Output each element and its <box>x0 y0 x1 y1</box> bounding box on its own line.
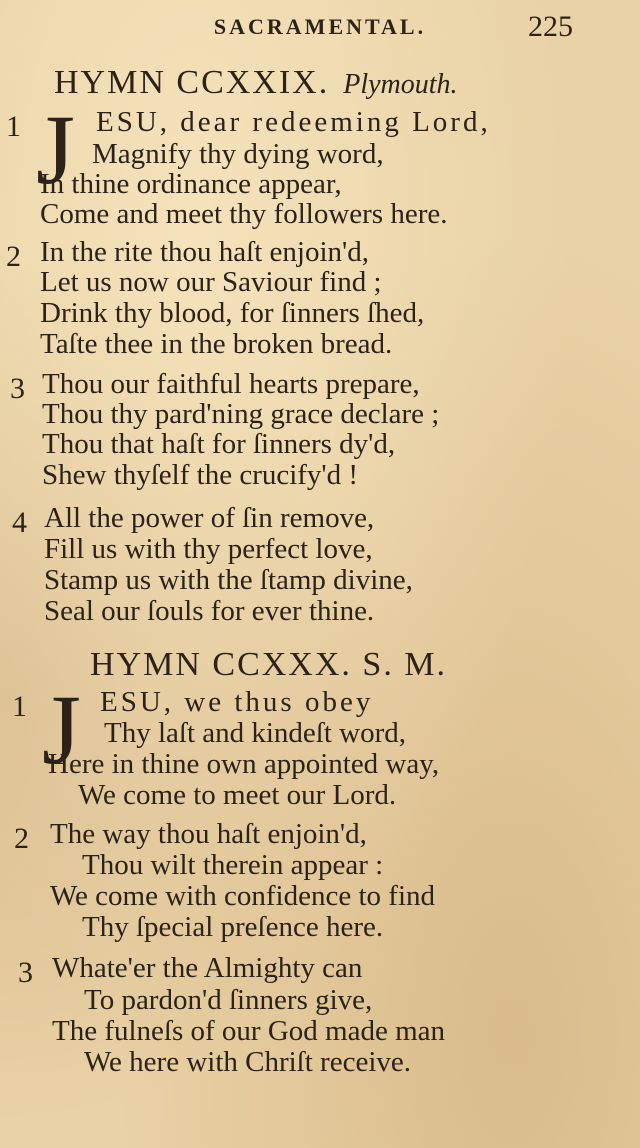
stanza-number: 2 <box>6 240 21 273</box>
stanza-number: 1 <box>6 110 21 143</box>
verse-line: In the rite thou haſt enjoin'd, <box>40 236 369 268</box>
verse-line: We here with Chriſt receive. <box>84 1046 412 1078</box>
verse-line: Come and meet thy followers here. <box>40 198 448 230</box>
stanza-number: 4 <box>12 506 27 539</box>
verse-line: Magnify thy dying word, <box>92 138 384 170</box>
stanza-number: 3 <box>18 956 33 989</box>
verse-line: Whate'er the Almighty can <box>52 952 363 984</box>
hymn-title-2: HYMN CCXXX. S. M. <box>90 646 448 683</box>
hymn-tune: Plymouth. <box>343 69 458 100</box>
verse-line: Thy laſt and kindeſt word, <box>104 717 407 749</box>
verse-line: We come to meet our Lord. <box>78 779 397 811</box>
verse-line: Taſte thee in the broken bread. <box>40 328 393 360</box>
verse-line: All the power of ſin remove, <box>44 502 375 534</box>
verse-line: The fulneſs of our God made man <box>52 1015 446 1047</box>
verse-line: Thy ſpecial preſence here. <box>82 911 384 943</box>
verse-line: Thou wilt therein appear : <box>82 849 384 881</box>
verse-line: Fill us with thy perfect love, <box>44 533 373 565</box>
verse-line: Thou thy pard'ning grace declare ; <box>42 398 440 430</box>
verse-line: To pardon'd ſinners give, <box>84 984 373 1016</box>
verse-line: Here in thine own appointed way, <box>48 748 440 780</box>
verse-line: Shew thyſelf the crucify'd ! <box>42 459 359 491</box>
hymn-title-1 <box>54 64 458 102</box>
stanza-number: 2 <box>14 822 29 855</box>
verse-line: ESU, we thus obey <box>100 686 374 718</box>
verse-line: Thou that haſt for ſinners dy'd, <box>42 428 396 460</box>
running-head: SACRAMENTAL. <box>213 14 427 39</box>
verse-line: Drink thy blood, for ſinners ſhed, <box>40 297 425 329</box>
verse-line: Let us now our Saviour find ; <box>40 266 382 298</box>
verse-line: In thine ordinance appear, <box>40 168 342 200</box>
verse-line: Seal our ſouls for ever thine. <box>44 595 375 627</box>
drop-cap: J <box>42 674 81 785</box>
stanza-number: 1 <box>12 690 27 723</box>
verse-line: Stamp us with the ſtamp divine, <box>44 564 413 596</box>
verse-line: ESU, dear redeeming Lord, <box>96 106 491 138</box>
hymn-number: HYMN CCXXIX. <box>54 64 330 101</box>
verse-line: The way thou haſt enjoin'd, <box>50 818 367 850</box>
page-number: 225 <box>528 10 573 43</box>
stanza-number: 3 <box>10 372 25 405</box>
drop-cap: J <box>36 94 75 205</box>
verse-line: We come with confidence to find <box>50 880 436 912</box>
verse-line: Thou our faithful hearts prepare, <box>42 368 420 400</box>
